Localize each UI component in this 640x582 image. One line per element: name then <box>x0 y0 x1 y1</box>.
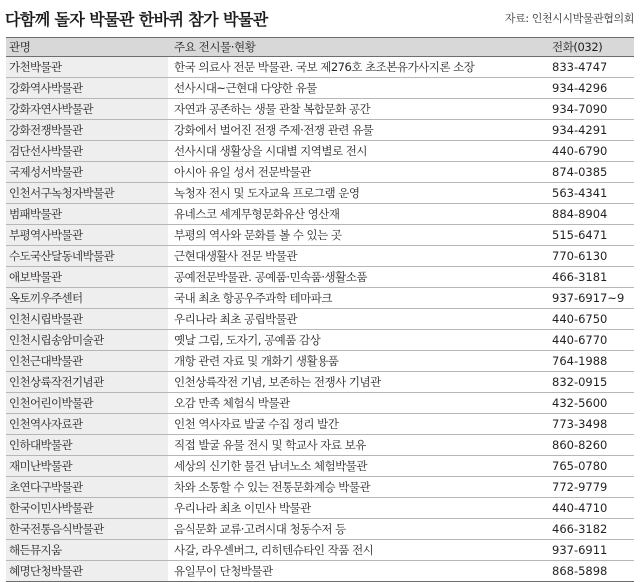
phone-number-cell: 440-6790 <box>544 141 634 162</box>
museum-name-cell: 한국이민사박물관 <box>6 498 168 519</box>
table-body <box>6 57 634 582</box>
exhibit-description-cell: 차와 소통할 수 있는 전통문화계승 박물관 <box>168 477 544 498</box>
phone-number-cell: 466-3182 <box>544 519 634 540</box>
phone-number-cell: 773-3498 <box>544 414 634 435</box>
phone-number-cell: 934-4296 <box>544 78 634 99</box>
phone-number-cell: 874-0385 <box>544 162 634 183</box>
table-row <box>6 57 634 78</box>
phone-number-cell: 440-4710 <box>544 498 634 519</box>
phone-number-cell: 937-6917~9 <box>544 288 634 309</box>
museum-name-cell: 옥토끼우주센터 <box>6 288 168 309</box>
museum-name-cell: 한국전통음식박물관 <box>6 519 168 540</box>
phone-number-cell: 833-4747 <box>544 57 634 78</box>
table-row <box>6 267 634 288</box>
phone-number-cell: 934-7090 <box>544 99 634 120</box>
table-row <box>6 498 634 519</box>
museum-name-cell: 국제성서박물관 <box>6 162 168 183</box>
phone-number-cell: 868-5898 <box>544 561 634 582</box>
phone-number-cell: 764-1988 <box>544 351 634 372</box>
museum-name-cell: 인천역사자료관 <box>6 414 168 435</box>
table-row <box>6 309 634 330</box>
museum-name-cell: 강화자연사박물관 <box>6 99 168 120</box>
table-row <box>6 141 634 162</box>
phone-number-cell: 937-6911 <box>544 540 634 561</box>
exhibit-description-cell: 사갈, 라우센버그, 리히텐슈타인 작품 전시 <box>168 540 544 561</box>
table-row <box>6 435 634 456</box>
exhibit-description-cell: 공예전문박물관. 공예품·민속품·생활소품 <box>168 267 544 288</box>
phone-number-cell: 440-6750 <box>544 309 634 330</box>
exhibit-description-cell: 아시아 유일 성서 전문박물관 <box>168 162 544 183</box>
phone-number-cell: 832-0915 <box>544 372 634 393</box>
exhibit-description-cell: 한국 의료사 전문 박물관. 국보 제276호 초조본유가사지론 소장 <box>168 57 544 78</box>
phone-number-cell: 934-4291 <box>544 120 634 141</box>
exhibit-description-cell: 우리나라 최초 공립박물관 <box>168 309 544 330</box>
exhibit-description-cell: 유네스코 세계무형문화유산 영산재 <box>168 204 544 225</box>
museum-name-cell: 수도국산달동네박물관 <box>6 246 168 267</box>
table-row <box>6 162 634 183</box>
museum-table <box>6 37 634 582</box>
table-row <box>6 330 634 351</box>
exhibit-description-cell: 자연과 공존하는 생물 관찰 복합문화 공간 <box>168 99 544 120</box>
phone-number-cell: 770-6130 <box>544 246 634 267</box>
exhibit-description-cell: 세상의 신기한 물건 남녀노소 체험박물관 <box>168 456 544 477</box>
table-row <box>6 225 634 246</box>
museum-name-cell: 인천근대박물관 <box>6 351 168 372</box>
exhibit-description-cell: 선사시대~근현대 다양한 유물 <box>168 78 544 99</box>
exhibit-description-cell: 선사시대 생활상을 시대별 지역별로 전시 <box>168 141 544 162</box>
exhibit-description-cell: 인천 역사자료 발굴 수집 정리 발간 <box>168 414 544 435</box>
phone-number-cell: 884-8904 <box>544 204 634 225</box>
table-row <box>6 120 634 141</box>
table-row <box>6 246 634 267</box>
exhibit-description-cell: 개항 관련 자료 및 개화기 생활용품 <box>168 351 544 372</box>
exhibit-description-cell: 부평의 역사와 문화를 볼 수 있는 곳 <box>168 225 544 246</box>
museum-name-cell: 부평역사박물관 <box>6 225 168 246</box>
column-header-name: 관명 <box>6 38 168 57</box>
table-row <box>6 540 634 561</box>
table-row <box>6 561 634 582</box>
exhibit-description-cell: 유일무이 단청박물관 <box>168 561 544 582</box>
table-row <box>6 183 634 204</box>
exhibit-description-cell: 강화에서 벌어진 전쟁 주제·전쟁 관련 유물 <box>168 120 544 141</box>
exhibit-description-cell: 인천상륙작전 기념, 보존하는 전쟁사 기념관 <box>168 372 544 393</box>
table-header <box>6 38 634 57</box>
source-credit: 자료: 인천시시박물관협의회 <box>504 12 634 25</box>
museum-name-cell: 인천어린이박물관 <box>6 393 168 414</box>
phone-number-cell: 563-4341 <box>544 183 634 204</box>
phone-number-cell: 515-6471 <box>544 225 634 246</box>
exhibit-description-cell: 옛날 그림, 도자기, 공예품 감상 <box>168 330 544 351</box>
museum-name-cell: 인천시립송암미술관 <box>6 330 168 351</box>
museum-name-cell: 인하대박물관 <box>6 435 168 456</box>
museum-name-cell: 범패박물관 <box>6 204 168 225</box>
museum-name-cell: 혜명단청박물관 <box>6 561 168 582</box>
column-header-exhibits: 주요 전시물·현황 <box>168 38 544 57</box>
phone-number-cell: 432-5600 <box>544 393 634 414</box>
table-row <box>6 456 634 477</box>
museum-name-cell: 애보박물관 <box>6 267 168 288</box>
column-header-phone: 전화(032) <box>544 38 634 57</box>
museum-name-cell: 인천서구녹청자박물관 <box>6 183 168 204</box>
exhibit-description-cell: 오감 만족 체험식 박물관 <box>168 393 544 414</box>
exhibit-description-cell: 근현대생활사 전문 박물관 <box>168 246 544 267</box>
museum-name-cell: 해든뮤지움 <box>6 540 168 561</box>
table-row <box>6 372 634 393</box>
table-row <box>6 351 634 372</box>
exhibit-description-cell: 녹청자 전시 및 도자교육 프로그램 운영 <box>168 183 544 204</box>
museum-name-cell: 강화역사박물관 <box>6 78 168 99</box>
exhibit-description-cell: 음식문화 교류·고려시대 청동수저 등 <box>168 519 544 540</box>
table-row <box>6 519 634 540</box>
table-row <box>6 477 634 498</box>
table-row <box>6 204 634 225</box>
museum-name-cell: 인천시립박물관 <box>6 309 168 330</box>
museum-name-cell: 검단선사박물관 <box>6 141 168 162</box>
table-row <box>6 288 634 309</box>
museum-name-cell: 인천상륙작전기념관 <box>6 372 168 393</box>
phone-number-cell: 765-0780 <box>544 456 634 477</box>
table-row <box>6 414 634 435</box>
phone-number-cell: 860-8260 <box>544 435 634 456</box>
phone-number-cell: 440-6770 <box>544 330 634 351</box>
table-row <box>6 99 634 120</box>
museum-name-cell: 강화전쟁박물관 <box>6 120 168 141</box>
header-row <box>6 38 634 57</box>
page-title: 다함께 돌자 박물관 한바퀴 참가 박물관 <box>5 10 268 29</box>
phone-number-cell: 772-9779 <box>544 477 634 498</box>
museum-name-cell: 초연다구박물관 <box>6 477 168 498</box>
table-row <box>6 393 634 414</box>
museum-name-cell: 가천박물관 <box>6 57 168 78</box>
exhibit-description-cell: 우리나라 최초 이민사 박물관 <box>168 498 544 519</box>
museum-name-cell: 재미난박물관 <box>6 456 168 477</box>
phone-number-cell: 466-3181 <box>544 267 634 288</box>
exhibit-description-cell: 국내 최초 항공우주과학 테마파크 <box>168 288 544 309</box>
exhibit-description-cell: 직접 발굴 유물 전시 및 학교사 자료 보유 <box>168 435 544 456</box>
table-row <box>6 78 634 99</box>
